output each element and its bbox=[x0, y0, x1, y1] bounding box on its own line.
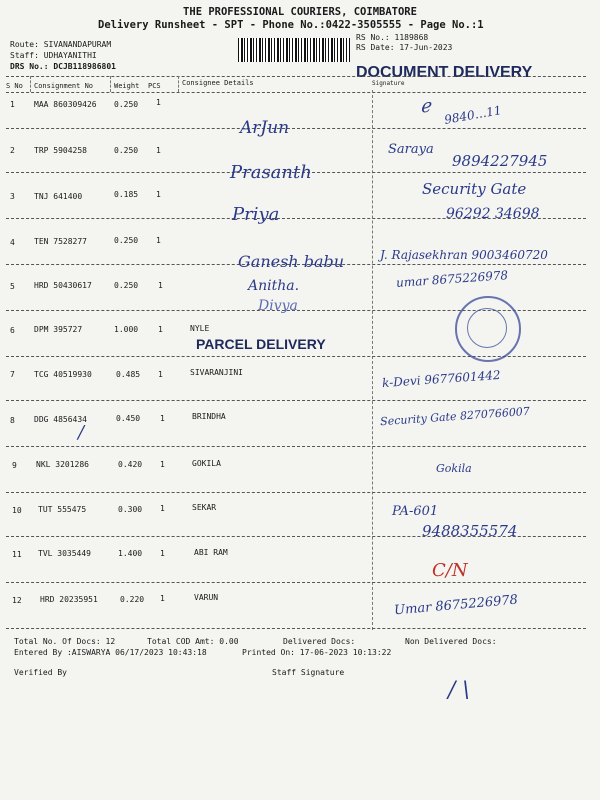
col-divider bbox=[178, 76, 179, 92]
route-label: Route: SIVANANDAPURAM bbox=[10, 40, 112, 49]
company-seal bbox=[455, 296, 521, 362]
runsheet-title: Delivery Runsheet - SPT - Phone No.:0422-3505555 - Page No.:1 bbox=[98, 19, 484, 31]
rs-number: RS No.: 1189868 bbox=[356, 33, 429, 42]
col-divider bbox=[30, 76, 31, 92]
weight: 0.250 bbox=[114, 100, 139, 109]
row-rule bbox=[6, 400, 586, 401]
signature-column-divider bbox=[372, 90, 373, 630]
weight: 0.420 bbox=[118, 460, 143, 469]
weight: 0.220 bbox=[120, 595, 145, 604]
sno: 5 bbox=[10, 282, 15, 291]
handwritten-note: 9488355574 bbox=[422, 522, 518, 540]
pcs: 1 bbox=[156, 98, 161, 107]
company-title: THE PROFESSIONAL COURIERS, COIMBATORE bbox=[183, 6, 417, 18]
handwritten-name: Prasanth bbox=[230, 162, 312, 183]
staff-label: Staff: UDHAYANITHI bbox=[10, 51, 97, 60]
pcs: 1 bbox=[160, 504, 165, 513]
consignee: BRINDHA bbox=[192, 412, 226, 421]
col-divider bbox=[110, 76, 111, 92]
weight: 1.400 bbox=[118, 549, 143, 558]
verified-by-label: Verified By bbox=[14, 668, 67, 677]
pcs: 1 bbox=[160, 414, 165, 423]
col-signature: Signature bbox=[372, 80, 405, 87]
delivered-docs: Delivered Docs: bbox=[283, 637, 356, 646]
pcs: 1 bbox=[156, 236, 161, 245]
handwritten-note: k-Devi 9677601442 bbox=[381, 367, 501, 391]
handwritten-note: Saraya bbox=[388, 142, 434, 157]
rs-date: RS Date: 17-Jun-2023 bbox=[356, 43, 453, 52]
sno: 4 bbox=[10, 238, 15, 247]
weight: 0.250 bbox=[114, 236, 139, 245]
consignment-no: NKL 3201286 bbox=[36, 460, 89, 469]
sno: 3 bbox=[10, 192, 15, 201]
handwritten-name: Priya bbox=[232, 204, 280, 225]
handwritten-note: Security Gate 8270766007 bbox=[379, 404, 531, 429]
consignee: VARUN bbox=[194, 593, 219, 602]
header-top-rule bbox=[6, 76, 586, 77]
weight: 0.250 bbox=[114, 146, 139, 155]
consignment-no: DDG 4856434 bbox=[34, 415, 87, 424]
stray-pen-mark: / bbox=[78, 422, 85, 443]
barcode bbox=[238, 38, 350, 62]
consignee: SEKAR bbox=[192, 503, 217, 512]
handwritten-note: J. Rajasekhran 9003460720 bbox=[380, 248, 548, 262]
col-pcs: PCS bbox=[148, 82, 161, 90]
handwritten-note: 96292 34698 bbox=[446, 206, 540, 222]
col-consignment: Consignment No bbox=[34, 82, 94, 90]
pcs: 1 bbox=[160, 549, 165, 558]
pcs: 1 bbox=[158, 370, 163, 379]
row-rule bbox=[6, 582, 586, 583]
handwritten-name: Ganesh babu bbox=[238, 252, 345, 271]
handwritten-note: Security Gate bbox=[422, 180, 527, 198]
row-rule bbox=[6, 492, 586, 493]
col-weight: Weight bbox=[114, 82, 140, 90]
consignee: SIVARANJINI bbox=[190, 368, 243, 377]
non-delivered-docs: Non Delivered Docs: bbox=[405, 637, 497, 646]
col-consignee: Consignee Details bbox=[182, 79, 254, 87]
consignee: ABI RAM bbox=[194, 548, 228, 557]
sno: 7 bbox=[10, 370, 15, 379]
pcs: 1 bbox=[156, 146, 161, 155]
document-delivery-stamp: DOCUMENT DELIVERY bbox=[356, 64, 533, 81]
consignee: NYLE bbox=[190, 324, 210, 333]
weight: 1.000 bbox=[114, 325, 139, 334]
consignment-no: HRD 50430617 bbox=[34, 281, 92, 290]
weight: 0.485 bbox=[116, 370, 141, 379]
consignment-no: TNJ 641400 bbox=[34, 192, 83, 201]
signature-scribble: ℯ bbox=[418, 95, 433, 118]
header-bottom-rule bbox=[6, 92, 586, 93]
entered-by: Entered By :AISWARYA 06/17/2023 10:43:18 bbox=[14, 648, 207, 657]
printed-on: Printed On: 17-06-2023 10:13:22 bbox=[242, 648, 392, 657]
consignment-no: TVL 3035449 bbox=[38, 549, 91, 558]
handwritten-name: Anitha. bbox=[248, 278, 300, 294]
weight: 0.300 bbox=[118, 505, 143, 514]
handwritten-note: Gokila bbox=[436, 462, 472, 475]
col-sno: S No bbox=[6, 82, 23, 90]
row-rule bbox=[6, 446, 586, 447]
handwritten-name: ArJun bbox=[240, 118, 290, 138]
pcs: 1 bbox=[160, 594, 165, 603]
pcs: 1 bbox=[158, 281, 163, 290]
sno: 6 bbox=[10, 326, 15, 335]
consignment-no: TUT 555475 bbox=[38, 505, 87, 514]
sno: 12 bbox=[12, 596, 22, 605]
row-rule bbox=[6, 128, 586, 129]
consignment-no: TCG 40519930 bbox=[34, 370, 92, 379]
pcs: 1 bbox=[158, 325, 163, 334]
weight: 0.450 bbox=[116, 414, 141, 423]
pcs: 1 bbox=[160, 460, 165, 469]
consignment-no: HRD 20235951 bbox=[40, 595, 98, 604]
consignment-no: TRP 5904258 bbox=[34, 146, 87, 155]
total-cod: Total COD Amt: 0.00 bbox=[147, 637, 239, 646]
sno: 1 bbox=[10, 100, 15, 109]
sno: 8 bbox=[10, 416, 15, 425]
total-docs: Total No. Of Docs: 12 bbox=[14, 637, 116, 646]
handwritten-note: umar 8675226978 bbox=[395, 268, 509, 290]
sno: 11 bbox=[12, 550, 22, 559]
sno: 9 bbox=[12, 461, 17, 470]
handwritten-note: 9894227945 bbox=[452, 152, 548, 170]
handwritten-name: Divya bbox=[258, 298, 298, 314]
weight: 0.185 bbox=[114, 190, 139, 199]
signature-scribble: / \ bbox=[448, 678, 470, 703]
pcs: 1 bbox=[156, 190, 161, 199]
row-rule bbox=[6, 628, 586, 629]
consignment-no: TEN 7528277 bbox=[34, 237, 87, 246]
sno: 2 bbox=[10, 146, 15, 155]
consignee: GOKILA bbox=[192, 459, 221, 468]
handwritten-note: Umar 8675226978 bbox=[393, 592, 519, 619]
handwritten-note: 9840…11 bbox=[443, 103, 503, 127]
consignment-no: MAA 860309426 bbox=[34, 100, 97, 109]
sno: 10 bbox=[12, 506, 22, 515]
consignment-no: DPM 395727 bbox=[34, 325, 83, 334]
handwritten-note: PA-601 bbox=[392, 504, 439, 519]
parcel-delivery-stamp: PARCEL DELIVERY bbox=[196, 336, 326, 352]
handwritten-note: C/N bbox=[432, 560, 468, 581]
weight: 0.250 bbox=[114, 281, 139, 290]
drs-number: DRS No.: DCJB118986801 bbox=[10, 62, 116, 71]
staff-signature-label: Staff Signature bbox=[272, 668, 345, 677]
